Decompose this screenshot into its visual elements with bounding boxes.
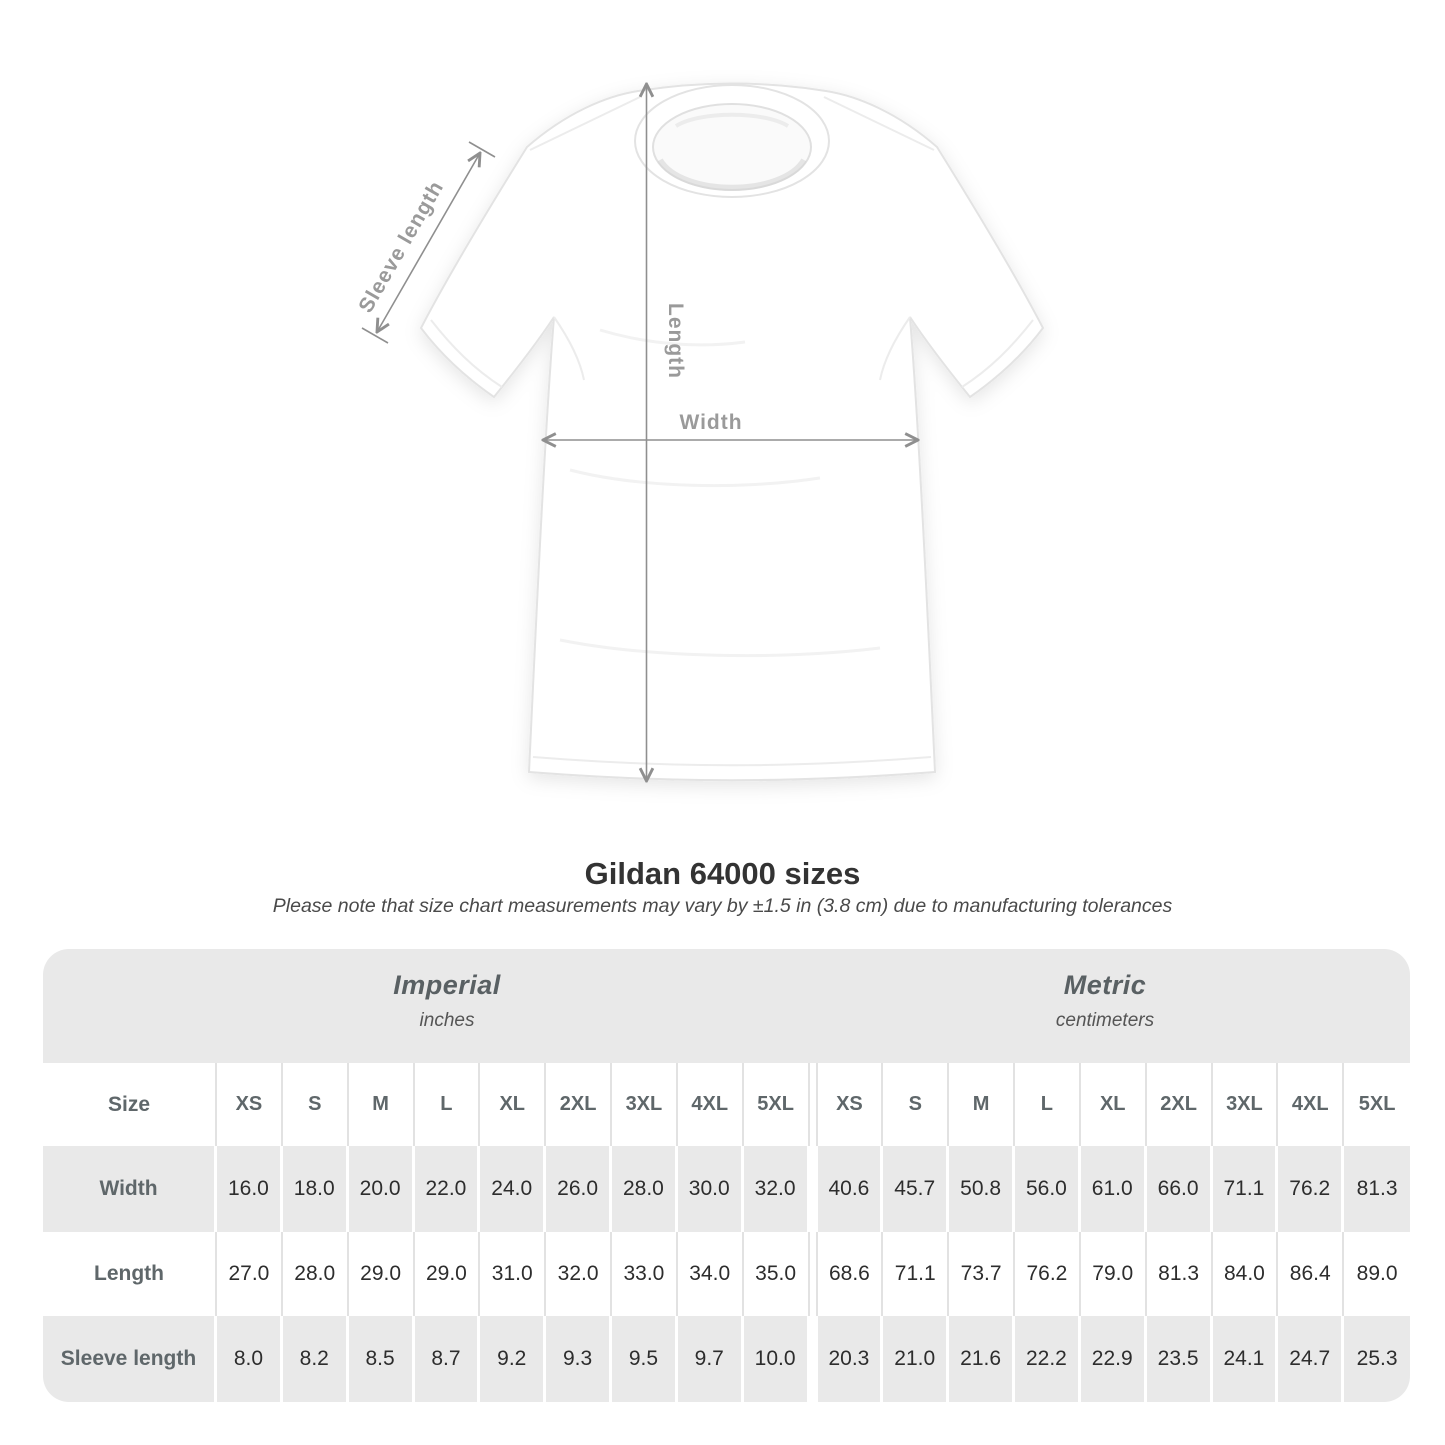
size-table (43, 949, 1410, 1402)
imperial-title: Imperial (393, 970, 501, 1000)
sleeve-tick-top (469, 142, 495, 157)
row-label: Width (43, 1146, 217, 1232)
page-title: Gildan 64000 sizes (584, 856, 861, 891)
sleeve-length-label: Sleeve length (354, 176, 449, 317)
table-cell: 8.5 (349, 1316, 415, 1402)
tshirt-collar (635, 85, 829, 197)
table-cell: 22.9 (1081, 1316, 1147, 1402)
size-column-header: M (949, 1063, 1015, 1146)
table-cell: 8.2 (283, 1316, 349, 1402)
size-column-header: 4XL (1278, 1063, 1344, 1146)
units-divider (810, 1316, 818, 1402)
table-cell: 16.0 (217, 1146, 283, 1232)
table-cell: 76.2 (1015, 1232, 1081, 1316)
unit-header-band (43, 949, 1410, 1063)
size-table-rows (43, 1063, 1410, 1402)
table-cell: 45.7 (883, 1146, 949, 1232)
table-cell: 25.3 (1356, 1347, 1398, 1370)
size-column-header: XS (818, 1063, 884, 1146)
size-column-header: S (283, 1063, 349, 1146)
row-label: Size (43, 1063, 217, 1146)
table-cell: 21.6 (949, 1316, 1015, 1402)
table-row (43, 1232, 1410, 1316)
length-label: Length (664, 303, 687, 379)
table-cell: 56.0 (1015, 1146, 1081, 1232)
table-cell: 30.0 (678, 1146, 744, 1232)
table-cell: 22.2 (1015, 1316, 1081, 1402)
table-cell: 31.0 (480, 1232, 546, 1316)
metric-header (895, 970, 1315, 1032)
table-cell: 26.0 (546, 1146, 612, 1232)
table-cell: 35.0 (744, 1232, 810, 1316)
table-row (43, 1063, 1410, 1146)
units-divider (810, 1232, 818, 1316)
table-cell: 32.0 (546, 1232, 612, 1316)
tolerance-note: Please note that size chart measurements may vary by ±1.5 in (3.8 cm) due to manufacturing tolerances (272, 895, 1173, 917)
table-cell: 29.0 (349, 1232, 415, 1316)
size-column-header: 4XL (678, 1063, 744, 1146)
width-label: Width (679, 411, 743, 434)
table-cell: 24.0 (480, 1146, 546, 1232)
table-cell: 28.0 (612, 1146, 678, 1232)
table-cell: 24.7 (1278, 1316, 1344, 1402)
size-column-header: 5XL (744, 1063, 810, 1146)
metric-unit: centimeters (1055, 1010, 1155, 1031)
table-cell: 21.0 (883, 1316, 949, 1402)
metric-title: Metric (1063, 970, 1147, 1000)
size-column-header: XL (1081, 1063, 1147, 1146)
table-cell: 86.4 (1278, 1232, 1344, 1316)
table-cell: 33.0 (612, 1232, 678, 1316)
table-cell: 28.0 (283, 1232, 349, 1316)
table-row (43, 1316, 1410, 1402)
table-cell: 73.7 (949, 1232, 1015, 1316)
table-cell: 18.0 (283, 1146, 349, 1232)
table-cell: 76.2 (1278, 1146, 1344, 1232)
table-cell: 24.1 (1213, 1316, 1279, 1402)
table-cell: 20.3 (818, 1316, 884, 1402)
size-column-header: L (415, 1063, 481, 1146)
size-column-header: S (883, 1063, 949, 1146)
table-row (43, 1146, 1410, 1232)
table-cell: 81.3 (1356, 1177, 1398, 1200)
size-column-header: 3XL (1213, 1063, 1279, 1146)
table-cell: 89.0 (1356, 1262, 1398, 1285)
imperial-unit: inches (419, 1010, 475, 1031)
row-label: Sleeve length (43, 1316, 217, 1402)
table-cell: 9.5 (612, 1316, 678, 1402)
table-cell: 34.0 (678, 1232, 744, 1316)
size-column-header: L (1015, 1063, 1081, 1146)
units-divider (810, 1063, 818, 1146)
size-column-header: 3XL (612, 1063, 678, 1146)
sleeve-tick-bottom (362, 328, 388, 343)
units-divider (810, 1146, 818, 1232)
table-cell: 40.6 (818, 1146, 884, 1232)
table-cell: 8.7 (415, 1316, 481, 1402)
table-cell: 27.0 (217, 1232, 283, 1316)
imperial-header (237, 970, 657, 1032)
table-cell: 71.1 (883, 1232, 949, 1316)
size-column-header: 5XL (1358, 1093, 1396, 1115)
table-cell: 71.1 (1213, 1146, 1279, 1232)
size-column-header: XS (217, 1063, 283, 1146)
table-cell: 9.2 (480, 1316, 546, 1402)
table-cell: 79.0 (1081, 1232, 1147, 1316)
table-cell: 84.0 (1213, 1232, 1279, 1316)
table-cell: 20.0 (349, 1146, 415, 1232)
table-cell: 29.0 (415, 1232, 481, 1316)
size-column-header: M (349, 1063, 415, 1146)
table-cell: 50.8 (949, 1146, 1015, 1232)
table-cell: 23.5 (1147, 1316, 1213, 1402)
table-cell: 22.0 (415, 1146, 481, 1232)
table-cell: 9.3 (546, 1316, 612, 1402)
table-cell: 66.0 (1147, 1146, 1213, 1232)
row-label: Length (43, 1232, 217, 1316)
size-column-header: 2XL (1147, 1063, 1213, 1146)
table-cell: 61.0 (1081, 1146, 1147, 1232)
table-cell: 32.0 (744, 1146, 810, 1232)
table-cell: 10.0 (744, 1316, 810, 1402)
size-column-header: 2XL (546, 1063, 612, 1146)
table-cell: 81.3 (1147, 1232, 1213, 1316)
table-cell: 9.7 (678, 1316, 744, 1402)
table-cell: 8.0 (217, 1316, 283, 1402)
size-column-header: XL (480, 1063, 546, 1146)
table-cell: 68.6 (818, 1232, 884, 1316)
